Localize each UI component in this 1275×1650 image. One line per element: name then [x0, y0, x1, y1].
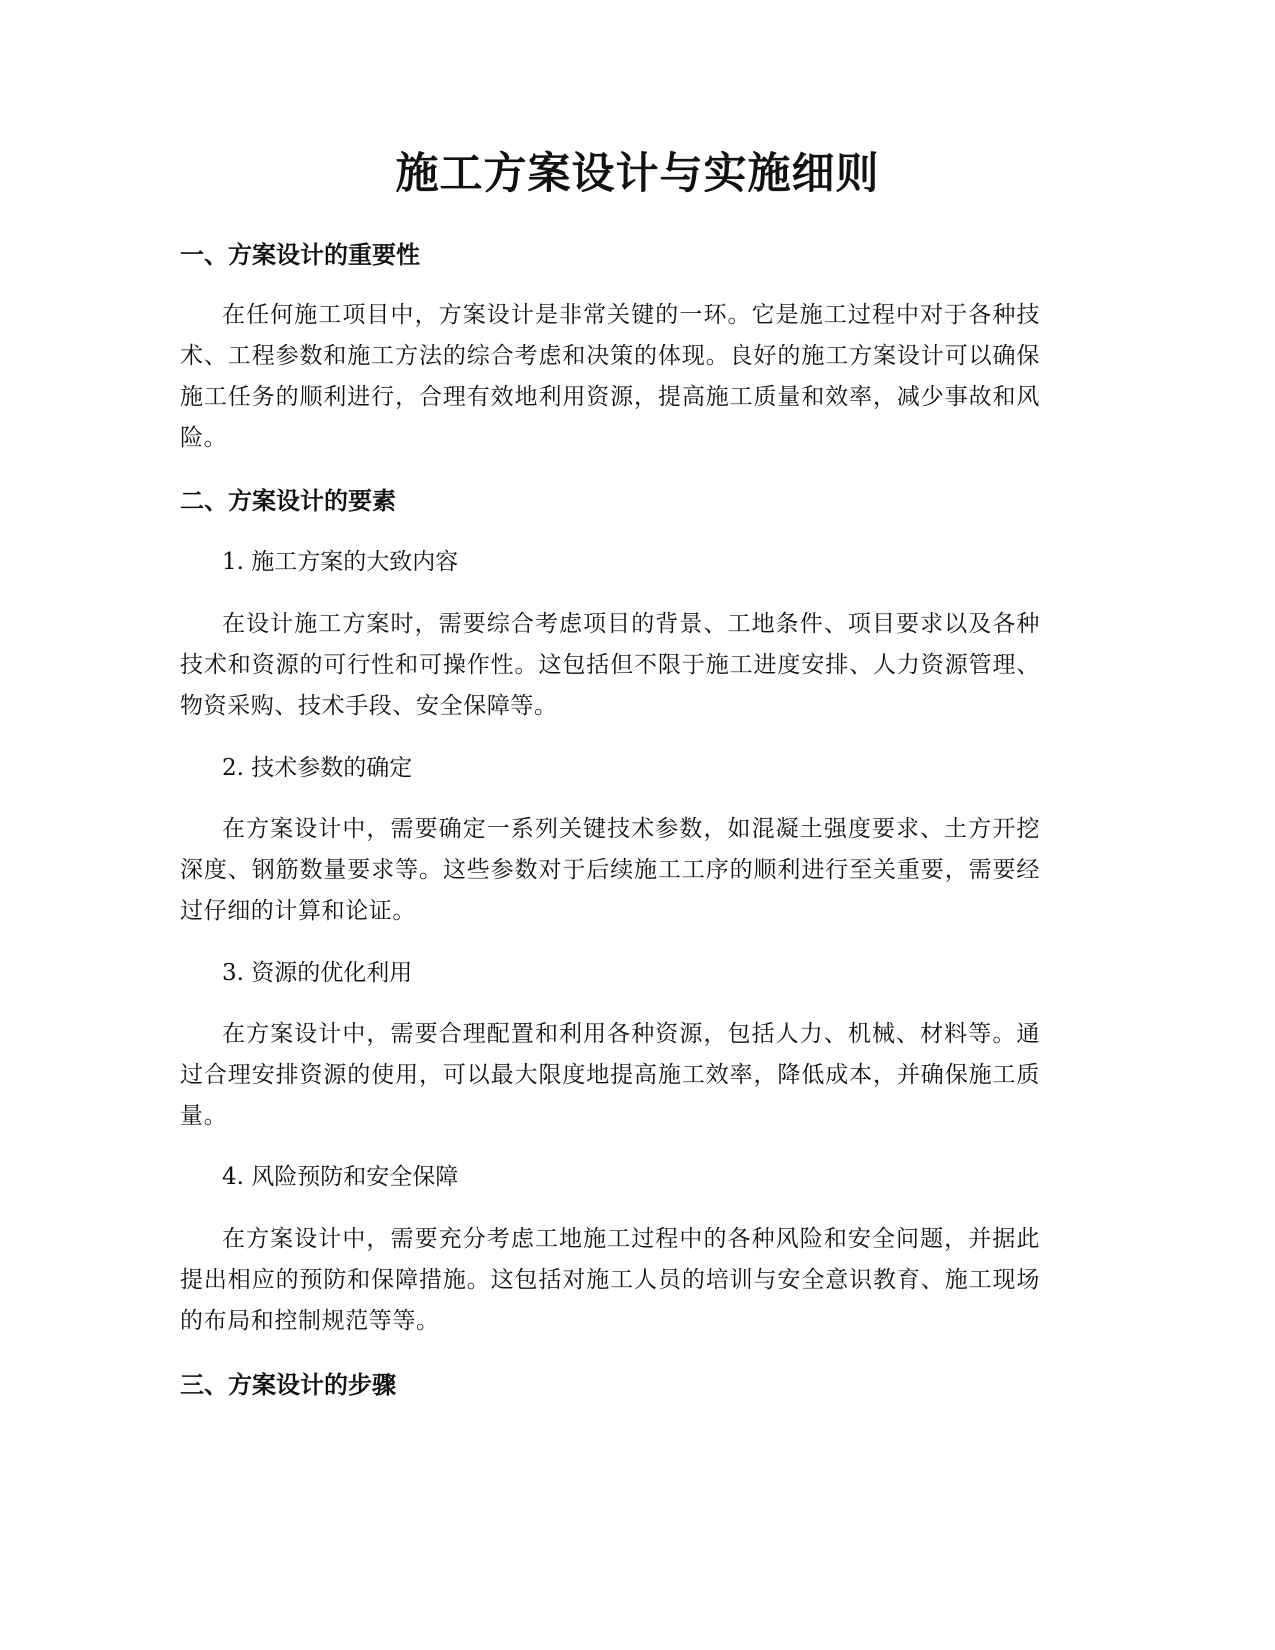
section-1-paragraph: 在任何施工项目中，方案设计是非常关键的一环。它是施工过程中对于各种技术、工程参数和施工方法的综合考虑和决策的体现。良好的施工方案设计可以确保施工任务的顺利进行，合理有效地利用资源，提高施工质量和效率，减少事故和风险。 — [180, 302, 1040, 451]
subheading-2: 2. 技术参数的确定 — [222, 755, 413, 781]
subheading-3: 3. 资源的优化利用 — [222, 960, 413, 986]
subsection-4-paragraph: 在方案设计中，需要充分考虑工地施工过程中的各种风险和安全问题，并据此提出相应的预防和保障措施。这包括对施工人员的培训与安全意识教育、施工现场的布局和控制规范等等。 — [180, 1226, 1040, 1334]
document-title: 施工方案设计与实施细则 — [395, 149, 880, 199]
subheading-4: 4. 风险预防和安全保障 — [222, 1164, 459, 1190]
subheading-1: 1. 施工方案的大致内容 — [222, 549, 459, 575]
subsection-2-paragraph: 在方案设计中，需要确定一系列关键技术参数，如混凝土强度要求、土方开挖深度、钢筋数量要求等。这些参数对于后续施工工序的顺利进行至关重要，需要经过仔细的计算和论证。 — [180, 816, 1040, 924]
section-heading-3: 三、方案设计的步骤 — [180, 1371, 396, 1399]
subsection-3-paragraph: 在方案设计中，需要合理配置和利用各种资源，包括人力、机械、材料等。通过合理安排资源的使用，可以最大限度地提高施工效率，降低成本，并确保施工质量。 — [180, 1021, 1040, 1129]
section-heading-2: 二、方案设计的要素 — [180, 487, 396, 515]
section-heading-1: 一、方案设计的重要性 — [180, 241, 420, 269]
subsection-1-paragraph: 在设计施工方案时，需要综合考虑项目的背景、工地条件、项目要求以及各种技术和资源的可行性和可操作性。这包括但不限于施工进度安排、人力资源管理、物资采购、技术手段、安全保障等。 — [180, 611, 1040, 719]
